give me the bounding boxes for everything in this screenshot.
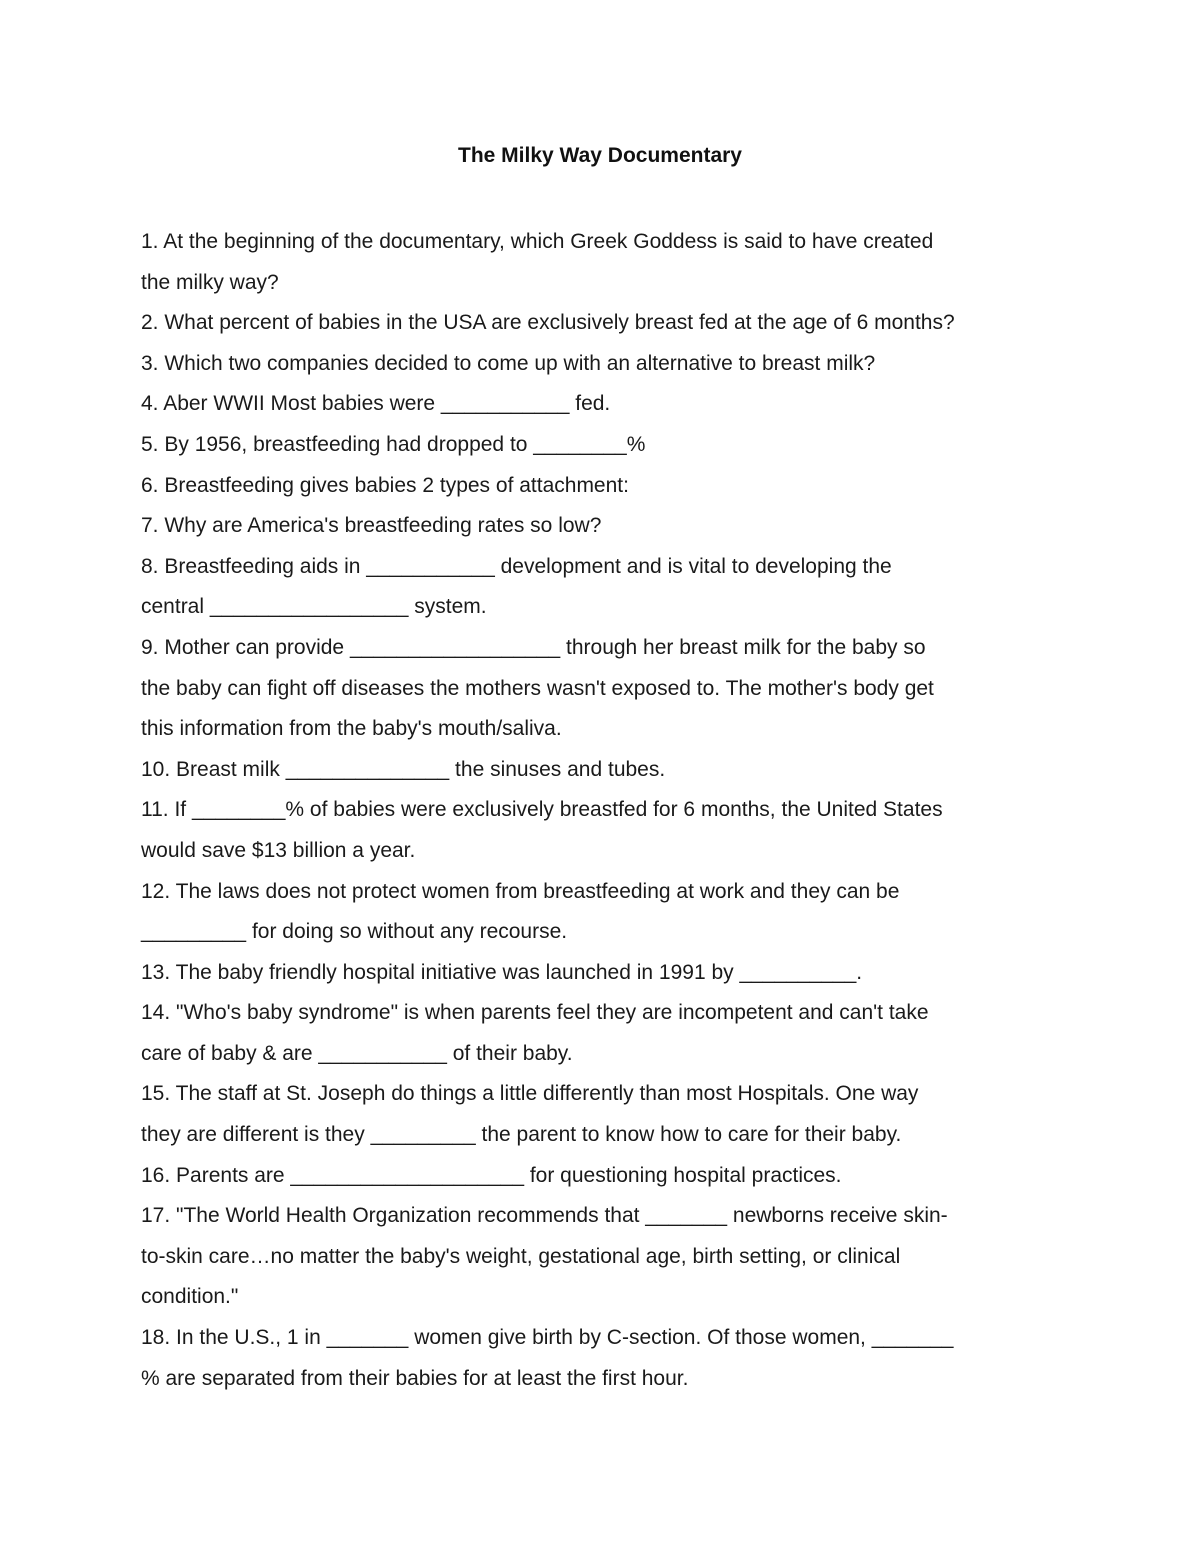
question-item: 5. By 1956, breastfeeding had dropped to ________% [141, 432, 646, 456]
question-item: 15. The staff at St. Joseph do things a little differently than most Hospitals. One way they are different is they _________ the parent to know how to care for their baby. [141, 1082, 919, 1147]
question-item: 13. The baby friendly hospital initiative was launched in 1991 by __________. [141, 960, 863, 984]
question-item: 4. Aber WWII Most babies were ___________ fed. [141, 392, 611, 416]
question-item: 9. Mother can provide __________________ through her breast milk for the baby so the baby can fight off diseases the mothers wasn't exposed to. The mother's body get this information from the baby's mouth/saliva. [141, 635, 934, 741]
question-item: 16. Parents are ____________________ for questioning hospital practices. [141, 1163, 842, 1187]
document-title: The Milky Way Documentary [458, 144, 742, 167]
question-item: 2. What percent of babies in the USA are exclusively breast fed at the age of 6 months? [141, 311, 955, 335]
question-item: 14. "Who's baby syndrome" is when parents feel they are incompetent and can't take care of baby & are ___________ of their baby. [141, 1001, 929, 1065]
question-item: 1. At the beginning of the documentary, which Greek Goddess is said to have created the milky way? [141, 230, 934, 294]
question-item: 12. The laws does not protect women from breastfeeding at work and they can be _________ for doing so without any recourse. [141, 879, 900, 944]
question-item: 3. Which two companies decided to come up with an alternative to breast milk? [141, 351, 876, 375]
question-item: 17. "The World Health Organization recommends that _______ newborns receive skin- to-skin care…no matter the baby's weight, gestational age, birth setting, or clinical condition." [141, 1204, 948, 1309]
question-item: 7. Why are America's breastfeeding rates so low? [141, 514, 602, 538]
question-item: 8. Breastfeeding aids in ___________ development and is vital to developing the central _________________ system. [141, 554, 892, 619]
question-item: 18. In the U.S., 1 in _______ women give birth by C-section. Of those women, _______ % are separated from their babies for at least the first hour. [141, 1326, 954, 1390]
question-list [141, 222, 1071, 1399]
question-item: 6. Breastfeeding gives babies 2 types of attachment: [141, 473, 629, 497]
question-item: 10. Breast milk ______________ the sinuses and tubes. [141, 757, 666, 781]
question-item: 11. If ________% of babies were exclusively breastfed for 6 months, the United States would save $13 billion a year. [141, 798, 943, 862]
